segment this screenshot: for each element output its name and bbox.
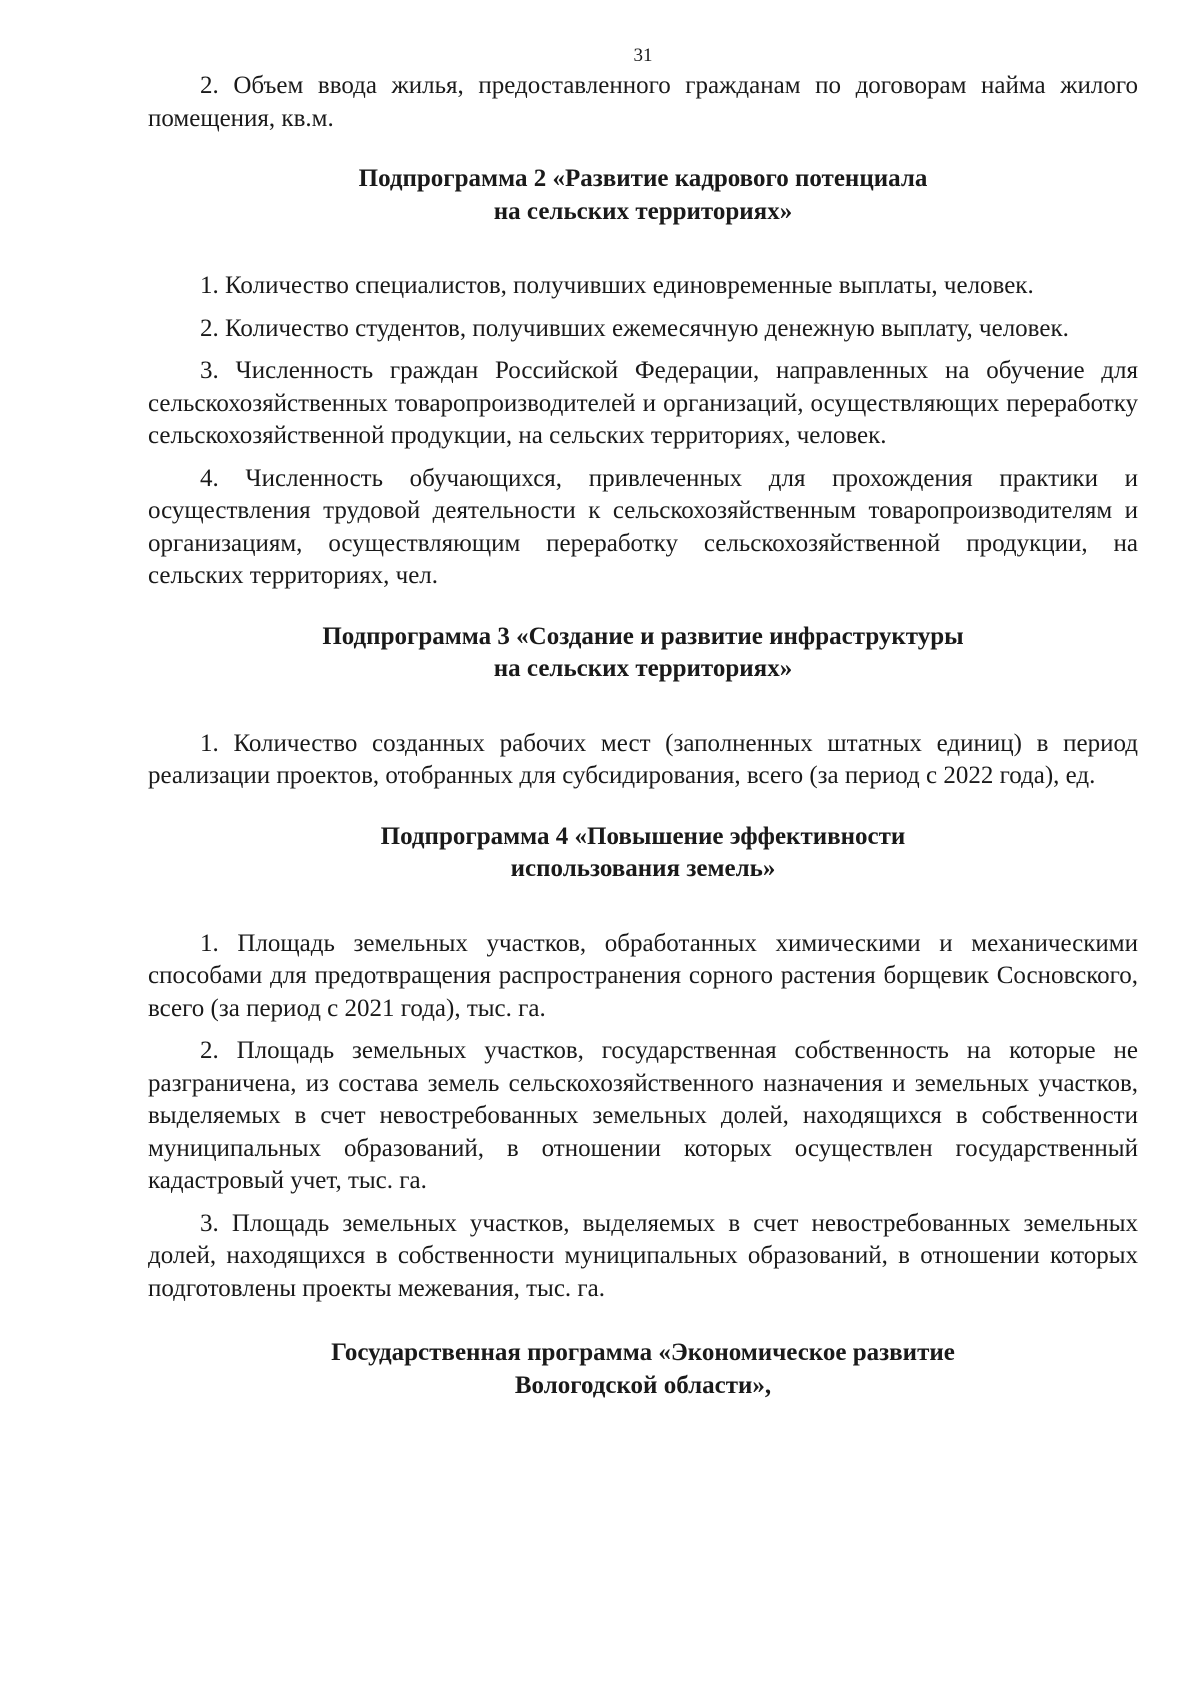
heading-line: Подпрограмма 4 «Повышение эффективности xyxy=(380,822,906,850)
document-page xyxy=(148,44,1138,1444)
section-heading-subprogram-3 xyxy=(148,621,1138,686)
heading-line: на сельских территориях» xyxy=(493,655,793,682)
list-item: 2. Площадь земельных участков, государственная собственность на которые не разграничена, из состава земель сельскохозяйственного назначения и земельных участков, выделяемых в счет невостребованных земельных долей, находящихся в собственности муниципальных образований, в отношении которых осуществлен государственный кадастровый учет, тыс. га. xyxy=(148,1037,1138,1194)
list-item: 3. Численность граждан Российской Федерации, направленных на обучение для сельскохозяйственных товаропроизводителей и организаций, осуществляющих переработку сельскохозяйственной продукции, на сельских территориях, человек. xyxy=(148,357,1138,449)
list-item: 1. Количество созданных рабочих мест (заполненных штатных единиц) в период реализации проектов, отобранных для субсидирования, всего (за период с 2022 года), ед. xyxy=(148,729,1138,789)
list-item: 1. Площадь земельных участков, обработанных химическими и механическими способами для предотвращения распространения сорного растения борщевик Сосновского, всего (за период с 2021 года), тыс. га. xyxy=(148,929,1138,1022)
page-number: 31 xyxy=(633,45,653,66)
heading-line: Подпрограмма 2 «Развитие кадрового потенциала xyxy=(358,165,928,192)
list-item: 3. Площадь земельных участков, выделяемых в счет невостребованных земельных долей, находящихся в собственности муниципальных образований, в отношении которых подготовлены проекты межевания, тыс. га. xyxy=(148,1209,1138,1302)
list-item: 2. Количество студентов, получивших ежемесячную денежную выплату, человек. xyxy=(200,314,1069,342)
heading-line: Вологодской области», xyxy=(514,1371,772,1399)
list-item: 1. Количество специалистов, получивших единовременные выплаты, человек. xyxy=(200,272,1034,299)
heading-line: Государственная программа «Экономическое развитие xyxy=(331,1339,955,1366)
heading-line: использования земель» xyxy=(510,855,776,882)
section-heading-subprogram-2 xyxy=(148,163,1138,228)
section-heading-state-program xyxy=(148,1337,1138,1402)
section-heading-subprogram-4 xyxy=(148,821,1138,886)
intro-item-2: 2. Объем ввода жилья, предоставленного гражданам по договорам найма жилого помещения, кв.м. xyxy=(148,72,1138,132)
heading-line: Подпрограмма 3 «Создание и развитие инфраструктуры xyxy=(322,622,964,650)
list-item: 4. Численность обучающихся, привлеченных для прохождения практики и осуществления трудовой деятельности к сельскохозяйственным товаропроизводителям и организациям, осуществляющим переработку сельскохозяйственной продукции, на сельских территориях, чел. xyxy=(148,464,1138,589)
heading-line: на сельских территориях» xyxy=(493,197,793,225)
